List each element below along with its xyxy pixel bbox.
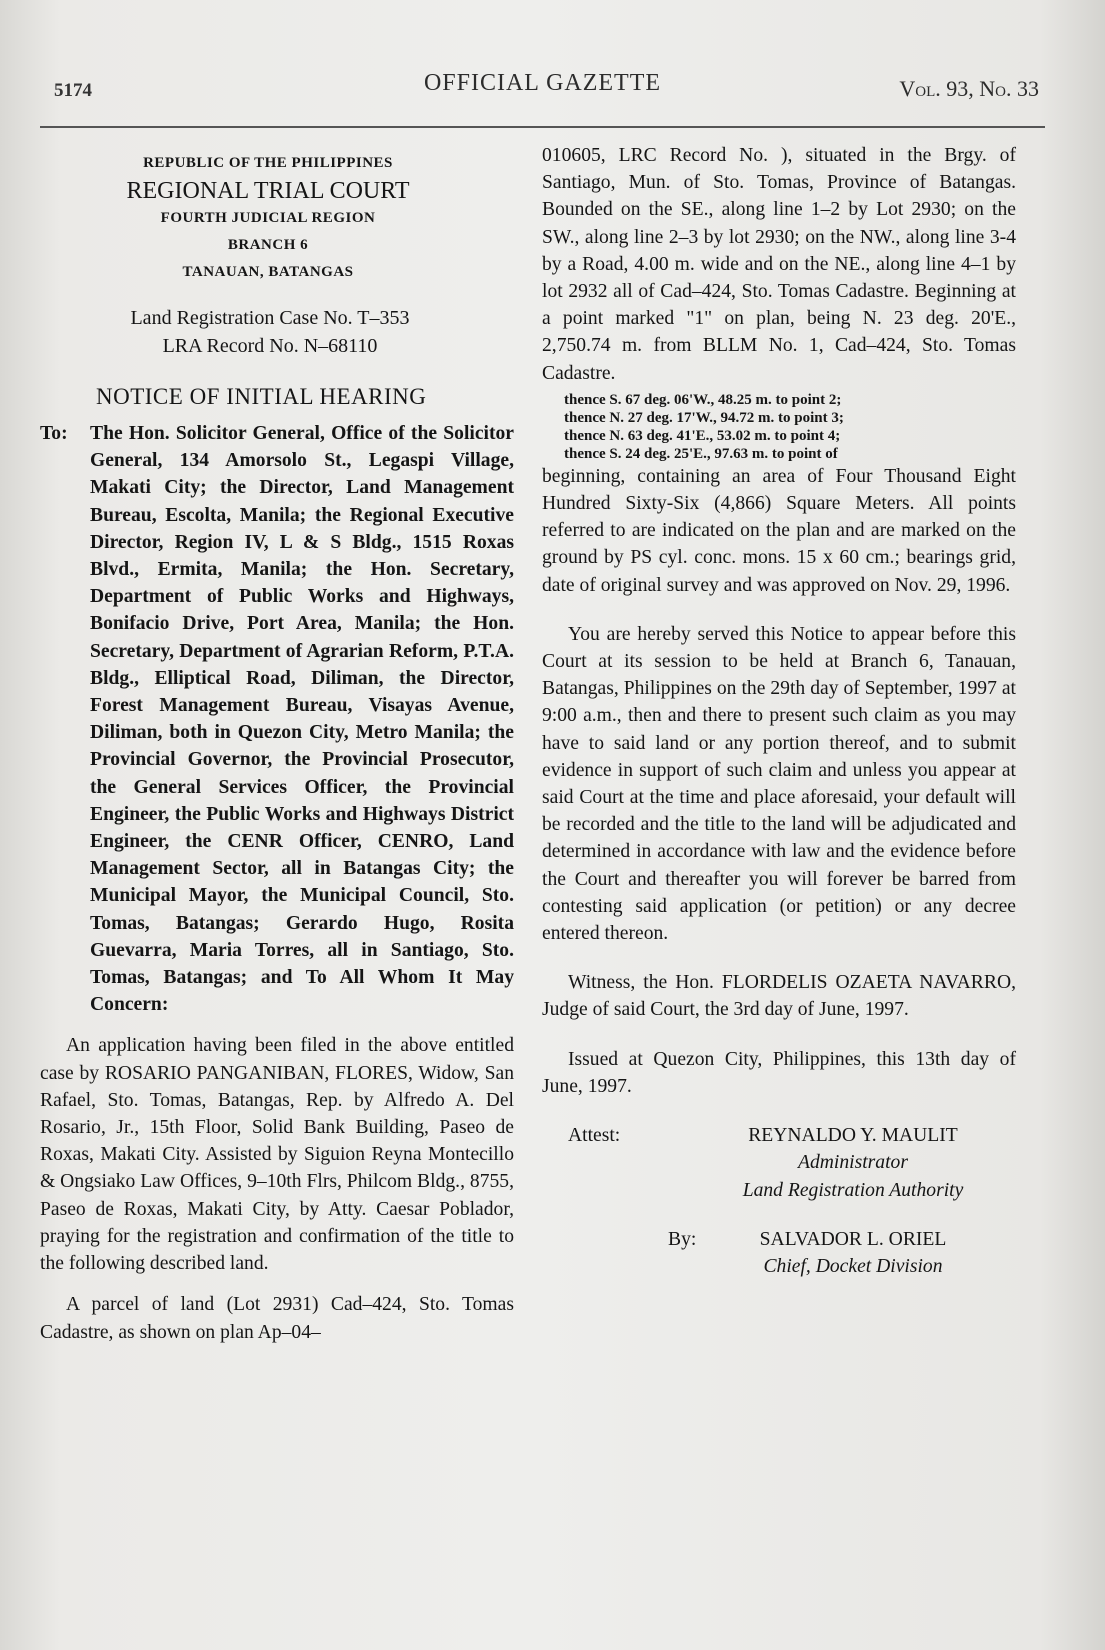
administrator-name: REYNALDO Y. MAULIT — [748, 1125, 958, 1147]
court-name: REGIONAL TRIAL COURT — [126, 178, 410, 204]
republic-label: REPUBLIC OF THE PHILIPPINES — [143, 155, 393, 171]
lra-record-number: LRA Record No. N–68110 — [162, 335, 378, 357]
court-caption — [22, 150, 514, 286]
addressees-text: The Hon. Solicitor General, Office of the Solicitor General, 134 Amorsolo St., Legaspi Village, Makati City; the Director, Land Management Bureau, Escolta, Manila; the Regional Executive Director, Region IV, L & S Bldg., 1515 Roxas Blvd., Ermita, Manila; the Hon. Secretary, Department of Public Works and Highways, Bonifacio Drive, Port Area, Manila; the Hon. Secretary, Department of Agrarian Reform, P.T.A. Bldg., Elliptical Road, Diliman, the Director, Forest Management Bureau, Visayas Avenue, Diliman, both in Quezon City, Metro Manila; the Provincial Governor, the Provincial Prosecutor, the General Services Officer, the Provincial Engineer, the Public Works and Highways District Engineer, the CENR Officer, CENRO, Land Management Sector, all in Batangas City; the Municipal Mayor, the Municipal Council, Sto. Tomas, Batangas; Gerardo Hugo, Rosita Guevarra, Maria Torres, all in Santiago, Sto. Tomas, Batangas; and To All Whom It May Concern: — [90, 423, 514, 1016]
page-number: 5174 — [54, 80, 92, 101]
attest-section — [542, 1122, 1016, 1204]
volume-number: Vol. 93, No. 33 — [899, 76, 1039, 101]
addressees-section — [40, 420, 514, 1018]
administrator-title: Administrator — [798, 1152, 908, 1174]
area-paragraph: beginning, containing an area of Four Thousand Eight Hundred Sixty-Six (4,866) Square Meters. All points referred to are indicated on the plan and are marked on the ground by PS cyl. conc. mons. 15 x 60 cm.; bearings grid, date of original survey and was approved on Nov. 29, 1996. — [542, 465, 1016, 596]
notice-title: NOTICE OF INITIAL HEARING — [96, 384, 427, 409]
by-section — [542, 1226, 1016, 1280]
header-rule — [40, 126, 1045, 128]
case-numbers — [26, 304, 514, 360]
bearing-line: thence S. 24 deg. 25'E., 97.63 m. to point of — [564, 445, 838, 462]
parcel-paragraph: A parcel of land (Lot 2931) Cad–424, Sto. Tomas Cadastre, as shown on plan Ap–04– — [40, 1294, 514, 1343]
docket-signatory — [690, 1226, 1016, 1280]
left-column — [40, 142, 514, 1346]
bearing-line: thence S. 67 deg. 06'W., 48.25 m. to point 2; — [564, 391, 842, 408]
court-location: TANAUAN, BATANGAS — [182, 264, 354, 280]
to-label: To: — [40, 423, 68, 444]
application-paragraph: An application having been filed in the above entitled case by ROSARIO PANGANIBAN, FLORES, Widow, San Rafael, Sto. Tomas, Batangas, Rep. by Alfredo A. Del Rosario, Jr., 15th Floor, Solid Bank Building, Paseo de Roxas, Makati City. Assisted by Siguion Reyna Montecillo & Ongsiako Law Offices, 9–10th Flrs, Philcom Bldg., 8755, Paseo de Roxas, Makati City, by Atty. Caesar Poblador, praying for the registration and confirmation of the title to the following described land. — [40, 1035, 514, 1275]
two-column-text — [40, 142, 1045, 1346]
issued-paragraph: Issued at Quezon City, Philippines, this 13th day of June, 1997. — [542, 1048, 1016, 1097]
registration-case-number: Land Registration Case No. T–353 — [130, 307, 410, 329]
attest-label: Attest: — [568, 1125, 621, 1147]
docket-chief-title: Chief, Docket Division — [763, 1255, 943, 1277]
docket-chief-name: SALVADOR L. ORIEL — [759, 1228, 947, 1250]
page-header — [40, 66, 1045, 106]
bearing-line: thence N. 63 deg. 41'E., 53.02 m. to point 4; — [564, 427, 841, 444]
witness-paragraph: Witness, the Hon. FLORDELIS OZAETA NAVARRO, Judge of said Court, the 3rd day of June, 1997. — [542, 972, 1016, 1021]
publication-title: OFFICIAL GAZETTE — [423, 70, 662, 96]
court-branch: BRANCH 6 — [227, 237, 309, 253]
parcel-description-continuation: 010605, LRC Record No. ), situated in the Brgy. of Santiago, Mun. of Sto. Tomas, Province of Batangas. Bounded on the SE., along line 1–2 by Lot 2930; on the SW., along line 2–3 by lot 2930; on the NW., along line 3-4 by a Road, 4.00 m. wide and on the NE., along line 4–1 by lot 2932 all of Cad–424, Sto. Tomas Cadastre. Beginning at a point marked "1" on plan, being N. 23 deg. 20'E., 2,750.74 m. from BLLM No. 1, Cad–424, Sto. Tomas Cadastre. — [542, 145, 1016, 384]
bearing-line: thence N. 27 deg. 17'W., 94.72 m. to point 3; — [564, 409, 844, 426]
hearing-paragraph: You are hereby served this Notice to appear before this Court at its session to be held at Branch 6, Tanauan, Batangas, Philippines on the 29th day of September, 1997 at 9:00 a.m., then and there to present such claim as you may have to said land or any portion thereof, and to submit evidence in support of such claim and unless you appear at said Court at the time and place aforesaid, your default will be recorded and the title to the land will be adjudicated and determined in accordance with law and the evidence before the Court and thereafter you will forever be barred from contesting said application (or petition) or any decree entered thereon. — [542, 623, 1016, 945]
right-column — [542, 142, 1016, 1346]
by-label: By: — [668, 1228, 697, 1250]
authority-name: Land Registration Authority — [742, 1179, 964, 1201]
bearings-list — [542, 391, 1016, 463]
judicial-region: FOURTH JUDICIAL REGION — [160, 210, 376, 226]
attest-signatory — [690, 1122, 1016, 1204]
